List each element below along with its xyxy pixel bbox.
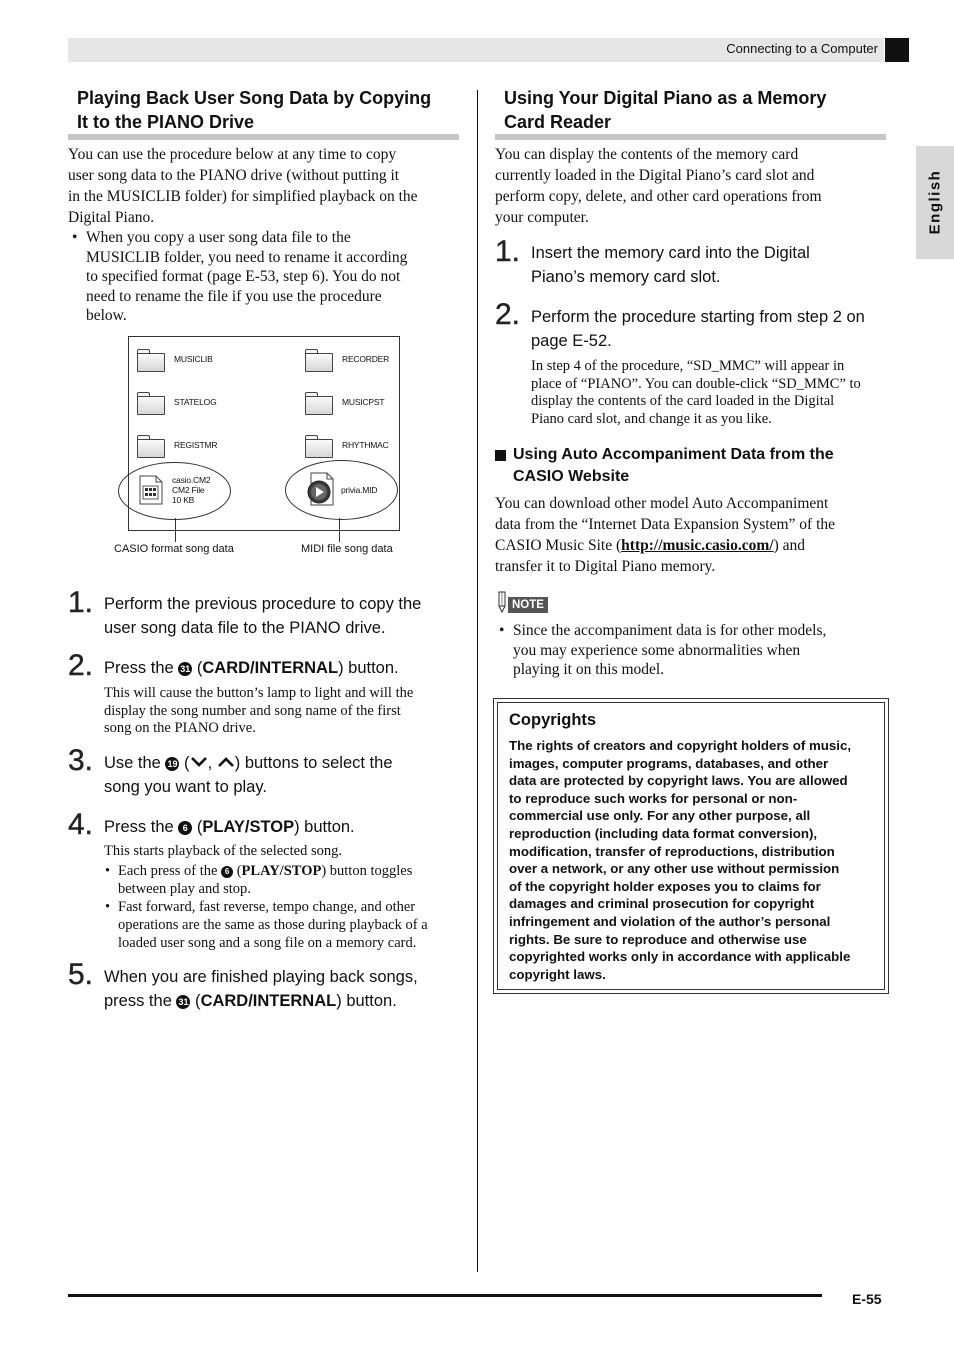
folder-item: REGISTMR xyxy=(137,435,217,455)
copyrights-box xyxy=(493,698,889,994)
step-2-text: Press the 31 (CARD/INTERNAL) button. xyxy=(104,659,399,677)
step-3-text: Use the 19 ( , ) buttons to select the song you want to play. xyxy=(104,754,393,796)
language-tab-label: English xyxy=(926,169,944,235)
midi-callout-line xyxy=(339,518,340,542)
step-4-bullets xyxy=(104,862,464,952)
step-number: 5. xyxy=(68,958,94,991)
auto-accompaniment-text: You can download other model Auto Accompaniment data from the “Internet Data Expansion System” of the CASIO Music Site (http://music.casio.com/) and transfer it to Digital Piano memory. xyxy=(495,495,836,575)
step-2-detail: This will cause the button’s lamp to light and will the display the song number and song name of the first song on the PIANO drive. xyxy=(104,685,414,736)
header-section-title: Connecting to a Computer xyxy=(726,41,878,56)
step-number: 1. xyxy=(68,586,94,619)
list-item: • Fast forward, fast reverse, tempo change, and other operations are the same as those during playback of a loaded user song and a song file on a memory card. xyxy=(104,898,464,952)
folder-icon xyxy=(305,349,332,369)
caption-midi-file: MIDI file song data xyxy=(301,543,393,555)
note-label: NOTE xyxy=(508,597,548,613)
list-item: • Since the accompaniment data is for other models, you may experience some abnormalities when playing it on this model. xyxy=(495,621,890,680)
right-title-rule xyxy=(495,134,886,140)
left-title-rule xyxy=(68,134,459,140)
left-bullet-list xyxy=(68,228,463,326)
midi-file-name: privia.MID xyxy=(341,485,378,495)
caption-casio-format: CASIO format song data xyxy=(114,543,234,555)
step-1-text: Perform the previous procedure to copy the user song data file to the PIANO drive. xyxy=(104,595,422,637)
folder-icon xyxy=(305,435,332,455)
folder-item: MUSICPST xyxy=(305,392,384,412)
folder-item: MUSICLIB xyxy=(137,349,213,369)
button-number-badge: 31 xyxy=(178,997,189,1007)
folder-item: RECORDER xyxy=(305,349,389,369)
cm2-file-info: casio.CM2 CM2 File 10 KB xyxy=(172,475,211,505)
note-bullet-list xyxy=(495,621,890,680)
chevron-up-icon xyxy=(217,756,235,768)
header-block xyxy=(885,38,909,62)
step-number: 1. xyxy=(495,235,521,268)
chevron-down-icon xyxy=(190,756,208,768)
right-intro: You can display the contents of the memory card currently loaded in the Digital Piano’s card slot and perform copy, delete, and other card operations from your computer. xyxy=(495,146,822,226)
left-section-title: Playing Back User Song Data by Copying It to the PIANO Drive xyxy=(77,88,432,132)
step-number: 2. xyxy=(495,298,521,331)
note-badge xyxy=(497,591,548,613)
folder-item: RHYTHMAC xyxy=(305,435,389,455)
button-number-badge: 6 xyxy=(178,821,192,835)
step-number: 3. xyxy=(68,744,94,777)
right-step-2-text: Perform the procedure starting from step 2 on page E-52. xyxy=(531,308,865,350)
page-number: E-55 xyxy=(852,1291,882,1307)
step-5-text: When you are finished playing back songs, press the 31 (CARD/INTERNAL) button. xyxy=(104,968,418,1010)
right-step-1-text: Insert the memory card into the Digital Piano’s memory card slot. xyxy=(531,244,810,286)
step-number: 4. xyxy=(68,808,94,841)
step-4-text: Press the 6 (PLAY/STOP) button. xyxy=(104,818,355,836)
right-section-title: Using Your Digital Piano as a Memory Card Reader xyxy=(504,88,827,132)
casio-file-callout-ellipse xyxy=(118,462,231,520)
step-4-detail: This starts playback of the selected song. xyxy=(104,843,342,859)
column-divider xyxy=(477,90,478,1272)
right-step-2-detail: In step 4 of the procedure, “SD_MMC” will appear in place of “PIANO”. You can double-click “SD_MMC” to display the contents of the card loaded in the Digital Piano card slot, and change it as you like. xyxy=(531,358,861,427)
list-item: • When you copy a user song data file to the MUSICLIB folder, you need to rename it according to specified format (page E-53, step 6). You do not need to rename the file if you use the procedure below. xyxy=(68,228,463,326)
casio-callout-line xyxy=(175,518,176,542)
step-number: 2. xyxy=(68,649,94,682)
copyrights-title: Copyrights xyxy=(509,711,597,729)
folder-item: STATELOG xyxy=(137,392,216,412)
midi-file-callout-ellipse xyxy=(285,460,398,520)
folder-icon xyxy=(305,392,332,412)
pencil-icon xyxy=(497,591,507,613)
copyrights-inner-frame xyxy=(497,702,885,990)
button-number-badge: 19 xyxy=(167,759,178,769)
button-number-badge: 6 xyxy=(221,866,233,878)
folder-icon xyxy=(137,349,164,369)
auto-accompaniment-subhead: Using Auto Accompaniment Data from the CASIO Website xyxy=(495,444,834,488)
button-number-badge: 31 xyxy=(180,664,191,674)
folder-icon xyxy=(137,435,164,455)
left-intro: You can use the procedure below at any time to copy user song data to the PIANO drive (without putting it in the MUSICLIB folder) for simplified playback on the Digital Piano. xyxy=(68,146,418,226)
footer-rule xyxy=(68,1294,822,1297)
list-item: • Each press of the 6 (PLAY/STOP) button toggles between play and stop. xyxy=(104,862,464,898)
casio-music-site-link[interactable]: http://music.casio.com/ xyxy=(621,537,774,554)
copyrights-body: The rights of creators and copyright holders of music, images, computer programs, databases, and other data are protected by copyright laws. You are allowed to reproduce such works for personal or non- commercial use only. For any other purpose, all reproduction (including data format conversion), modification, transfer of reproductions, distribution over a network, or any other use without permission of the copyright holder exposes you to claims for damages and criminal prosecution for copyright infringement and violation of the author’s personal rights. Be sure to reproduce and otherwise use copyrighted works only in accordance with applicable copyright laws. xyxy=(509,738,852,982)
square-bullet-icon xyxy=(495,450,506,461)
folder-icon xyxy=(137,392,164,412)
